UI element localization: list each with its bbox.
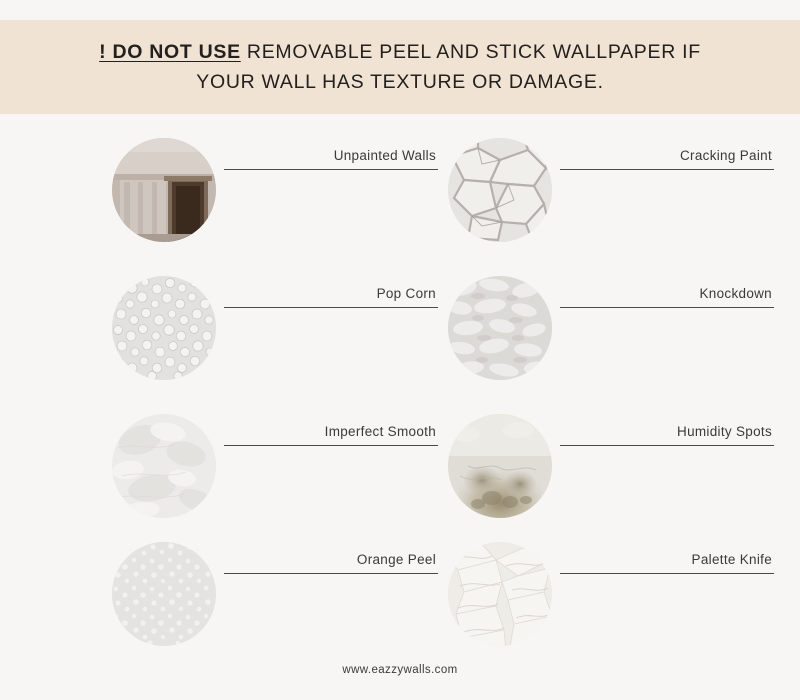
label-wrap-unpainted-walls	[224, 148, 438, 170]
popcorn-texture-swatch	[112, 276, 216, 380]
orange-peel-swatch	[112, 542, 216, 646]
footer	[0, 660, 800, 678]
swatch-cell-pop-corn	[112, 276, 452, 406]
swatch-cell-palette-knife	[448, 542, 788, 672]
label-underline	[224, 169, 438, 170]
warning-banner	[0, 20, 800, 114]
label-underline	[560, 573, 774, 574]
label-wrap-palette-knife	[560, 552, 774, 574]
swatch-label: Imperfect Smooth	[324, 424, 436, 439]
swatch-cell-imperfect-smooth	[112, 414, 452, 544]
swatch-cell-orange-peel	[112, 542, 452, 672]
swatch-label: Knockdown	[699, 286, 772, 301]
swatch-cell-humidity-spots	[448, 414, 788, 544]
swatch-label: Unpainted Walls	[333, 148, 436, 163]
cracking-paint-swatch	[448, 138, 552, 242]
swatch-label: Cracking Paint	[680, 148, 772, 163]
swatch-label: Orange Peel	[356, 552, 436, 567]
label-underline	[560, 169, 774, 170]
label-wrap-orange-peel	[224, 552, 438, 574]
label-underline	[224, 445, 438, 446]
humidity-spots-swatch	[448, 414, 552, 518]
swatch-label: Palette Knife	[691, 552, 772, 567]
warning-emphasis: ! DO NOT USE	[99, 41, 241, 63]
label-underline	[560, 307, 774, 308]
label-underline	[560, 445, 774, 446]
label-underline	[224, 307, 438, 308]
swatch-cell-unpainted-walls	[112, 138, 452, 268]
knockdown-texture-swatch	[448, 276, 552, 380]
swatch-label: Pop Corn	[376, 286, 436, 301]
label-wrap-humidity-spots	[560, 424, 774, 446]
swatch-cell-cracking-paint	[448, 138, 788, 268]
unpainted-walls-swatch	[112, 138, 216, 242]
label-wrap-knockdown	[560, 286, 774, 308]
label-underline	[224, 573, 438, 574]
palette-knife-swatch	[448, 542, 552, 646]
swatch-cell-knockdown	[448, 276, 788, 406]
swatch-label: Humidity Spots	[677, 424, 772, 439]
label-wrap-cracking-paint	[560, 148, 774, 170]
warning-text	[80, 37, 720, 97]
website-url: www.eazzywalls.com	[342, 664, 458, 676]
label-wrap-imperfect-smooth	[224, 424, 438, 446]
imperfect-smooth-swatch	[112, 414, 216, 518]
swatch-grid	[0, 128, 800, 648]
label-wrap-pop-corn	[224, 286, 438, 308]
warning-remainder: REMOVABLE PEEL AND STICK WALLPAPER IF YOUR WALL HAS TEXTURE OR DAMAGE.	[196, 41, 701, 93]
